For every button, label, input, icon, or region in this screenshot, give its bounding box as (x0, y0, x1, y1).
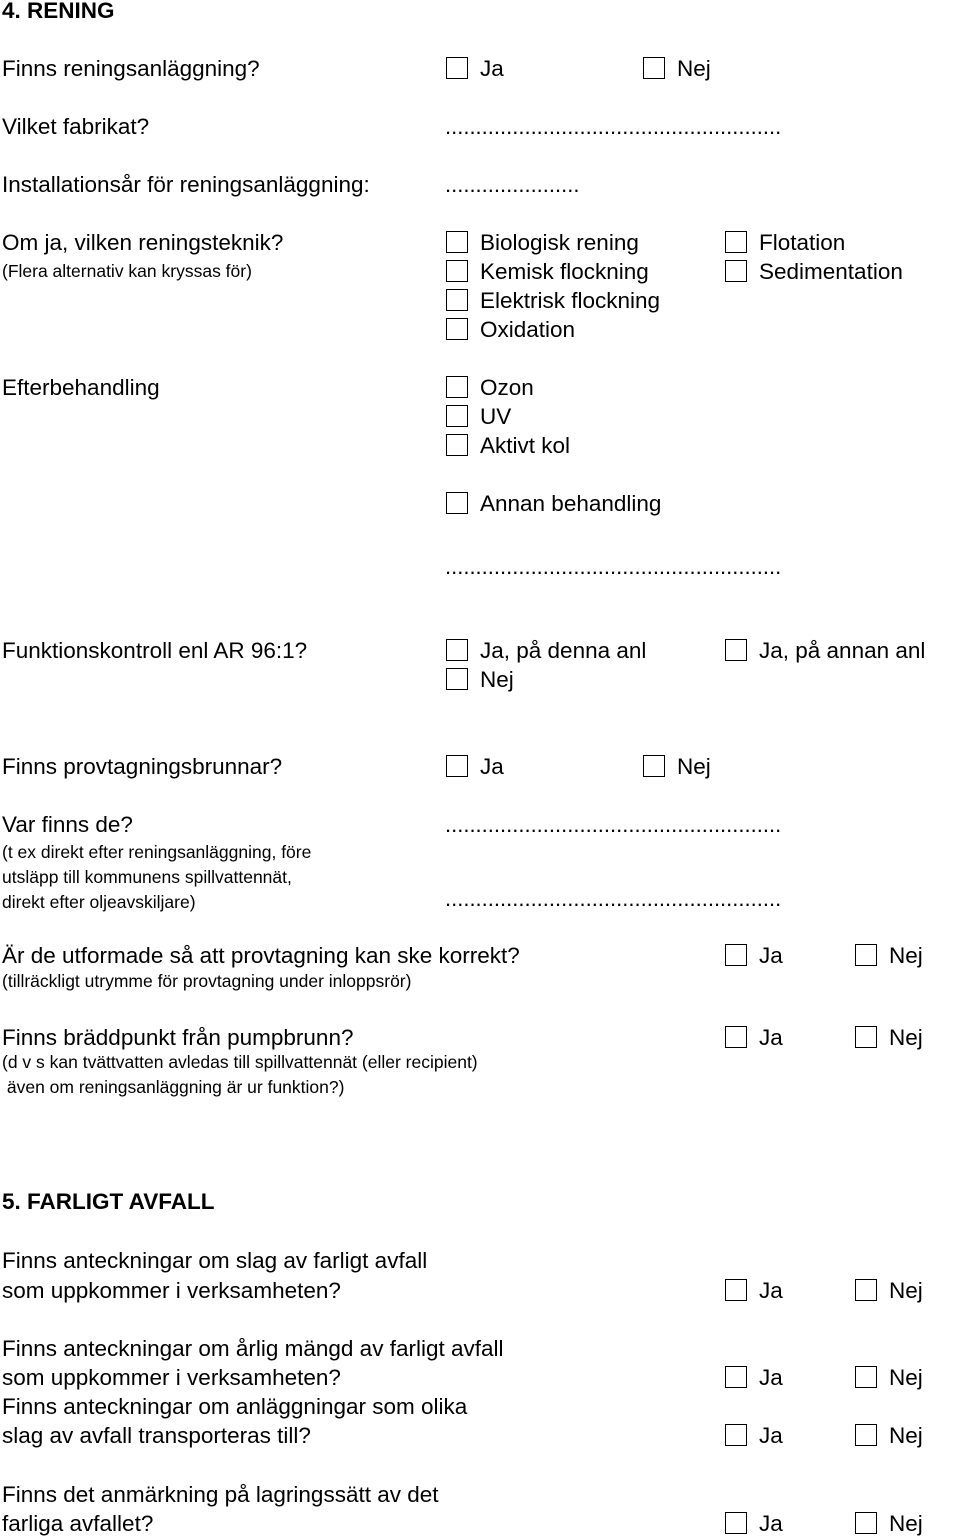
checkbox-mangd-ja[interactable] (725, 1366, 747, 1388)
question-label-reningsteknik: Om ja, vilken reningsteknik? (2, 230, 284, 255)
question-label-mangd-line1: Finns anteckningar om årlig mängd av farligt avfall (2, 1336, 504, 1361)
option-label-ja: Ja (759, 1025, 783, 1050)
note-line: (d v s kan tvättvatten avledas till spillvattennät (eller recipient) (2, 1052, 478, 1072)
question-label-braddpunkt: Finns bräddpunkt från pumpbrunn? (2, 1025, 354, 1050)
question-label-fabrikat: Vilket fabrikat? (2, 114, 150, 139)
question-label-slag-line2: som uppkommer i verksamheten? (2, 1278, 341, 1303)
option-label-ja: Ja (759, 943, 783, 968)
note-line: (t ex direkt efter reningsanläggning, före (2, 842, 312, 862)
checkbox-lagringssatt-ja[interactable] (725, 1512, 747, 1534)
option-label-ja: Ja (759, 1278, 783, 1303)
fill-in-line-fabrikat[interactable]: ....................................................... (445, 114, 782, 139)
option-label-annan-behandling: Annan behandling (480, 491, 662, 516)
option-label-nej: Nej (889, 1511, 923, 1536)
checkbox-braddpunkt-nej[interactable] (855, 1026, 877, 1048)
option-label-ja-annan-anl: Ja, på annan anl (759, 638, 926, 663)
checkbox-lagringssatt-nej[interactable] (855, 1512, 877, 1534)
checkbox-utformade-nej[interactable] (855, 944, 877, 966)
note-line: direkt efter oljeavskiljare) (2, 892, 196, 912)
checkbox-anlaggning-nej[interactable] (643, 57, 665, 79)
fill-in-line-var-2[interactable]: ....................................................... (445, 886, 782, 911)
question-label-lagringssatt-line2: farliga avfallet? (2, 1511, 154, 1536)
checkbox-utformade-ja[interactable] (725, 944, 747, 966)
question-label-lagringssatt-line1: Finns det anmärkning på lagringssätt av det (2, 1482, 439, 1507)
option-label-funktionskontroll-nej: Nej (480, 667, 514, 692)
checkbox-provtagningsbrunnar-nej[interactable] (643, 755, 665, 777)
question-label-funktionskontroll: Funktionskontroll enl AR 96:1? (2, 638, 308, 663)
option-label-uv: UV (480, 404, 512, 429)
option-label-nej: Nej (889, 1423, 923, 1448)
question-note-var-finns-de (2, 840, 311, 915)
question-label-utformade: Är de utformade så att provtagning kan ske korrekt? (2, 943, 520, 968)
fill-in-line-annan-behandling[interactable]: ....................................................... (445, 554, 782, 579)
question-label-provtagningsbrunnar: Finns provtagningsbrunnar? (2, 754, 283, 779)
option-label-aktivt-kol: Aktivt kol (480, 433, 571, 458)
question-label-slag-line1: Finns anteckningar om slag av farligt avfall (2, 1248, 428, 1273)
question-label-var-finns-de: Var finns de? (2, 812, 133, 837)
checkbox-slag-nej[interactable] (855, 1279, 877, 1301)
option-label-elektrisk-flockning: Elektrisk flockning (480, 288, 661, 313)
checkbox-flotation[interactable] (725, 231, 747, 253)
option-label-oxidation: Oxidation (480, 317, 576, 342)
question-label-anlaggningar-line2: slag av avfall transporteras till? (2, 1423, 311, 1448)
checkbox-slag-ja[interactable] (725, 1279, 747, 1301)
option-label-kemisk-flockning: Kemisk flockning (480, 259, 649, 284)
checkbox-funktionskontroll-nej[interactable] (446, 668, 468, 690)
option-label-nej: Nej (677, 56, 711, 81)
fill-in-line-var-1[interactable]: ....................................................... (445, 812, 782, 837)
checkbox-aktivt-kol[interactable] (446, 434, 468, 456)
checkbox-elektrisk-flockning[interactable] (446, 289, 468, 311)
option-label-ozon: Ozon (480, 375, 534, 400)
checkbox-annan-behandling[interactable] (446, 492, 468, 514)
checkbox-sedimentation[interactable] (725, 260, 747, 282)
question-note-flera-alternativ: (Flera alternativ kan kryssas för) (2, 261, 252, 281)
option-label-flotation: Flotation (759, 230, 846, 255)
option-label-ja: Ja (480, 56, 504, 81)
question-label-mangd-line2: som uppkommer i verksamheten? (2, 1365, 341, 1390)
option-label-nej: Nej (677, 754, 711, 779)
checkbox-anlaggningar-nej[interactable] (855, 1424, 877, 1446)
checkbox-kemisk-flockning[interactable] (446, 260, 468, 282)
note-line: utsläpp till kommunens spillvattennät, (2, 867, 292, 887)
checkbox-ozon[interactable] (446, 376, 468, 398)
checkbox-uv[interactable] (446, 405, 468, 427)
question-label-efterbehandling: Efterbehandling (2, 375, 160, 400)
option-label-ja: Ja (759, 1511, 783, 1536)
checkbox-ja-annan-anl[interactable] (725, 639, 747, 661)
option-label-nej: Nej (889, 1278, 923, 1303)
question-label-anlaggningar-line1: Finns anteckningar om anläggningar som olika (2, 1394, 468, 1419)
fill-in-line-installationsar[interactable]: ...................... (445, 172, 580, 197)
option-label-ja: Ja (759, 1423, 783, 1448)
option-label-sedimentation: Sedimentation (759, 259, 903, 284)
checkbox-oxidation[interactable] (446, 318, 468, 340)
checkbox-biologisk-rening[interactable] (446, 231, 468, 253)
option-label-ja-denna-anl: Ja, på denna anl (480, 638, 647, 663)
section-title-rening: 4. RENING (2, 0, 115, 23)
question-label-reningsanlaggning: Finns reningsanläggning? (2, 56, 260, 81)
checkbox-mangd-nej[interactable] (855, 1366, 877, 1388)
checkbox-provtagningsbrunnar-ja[interactable] (446, 755, 468, 777)
question-label-installationsar: Installationsår för reningsanläggning: (2, 172, 370, 197)
option-label-ja: Ja (480, 754, 504, 779)
option-label-nej: Nej (889, 1025, 923, 1050)
option-label-ja: Ja (759, 1365, 783, 1390)
checkbox-anlaggning-ja[interactable] (446, 57, 468, 79)
question-note-utformade: (tillräckligt utrymme för provtagning under inloppsrör) (2, 971, 412, 991)
note-line: även om reningsanläggning är ur funktion?) (2, 1077, 345, 1097)
option-label-biologisk-rening: Biologisk rening (480, 230, 639, 255)
checkbox-anlaggningar-ja[interactable] (725, 1424, 747, 1446)
question-note-braddpunkt (2, 1050, 478, 1100)
section-title-farligt-avfall: 5. FARLIGT AVFALL (2, 1189, 215, 1214)
checkbox-ja-denna-anl[interactable] (446, 639, 468, 661)
checkbox-braddpunkt-ja[interactable] (725, 1026, 747, 1048)
option-label-nej: Nej (889, 1365, 923, 1390)
option-label-nej: Nej (889, 943, 923, 968)
